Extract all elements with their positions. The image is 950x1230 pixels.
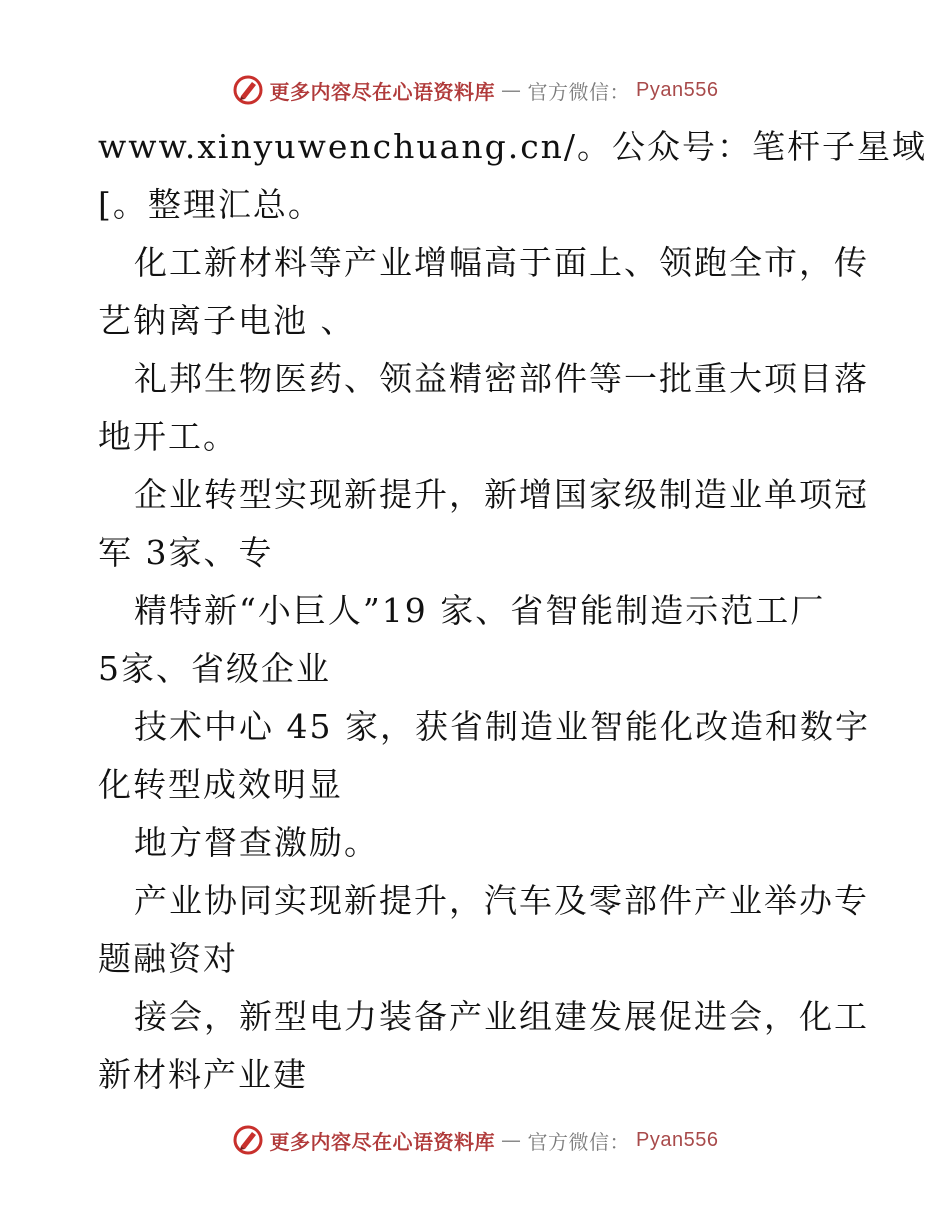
body-line: 化工新材料等产业增幅高于面上、领跑全市，传	[134, 243, 869, 282]
body-line: 精特新“小巨人”19 家、省智能制造示范工厂	[134, 591, 826, 630]
header-banner-handle: Pyan556	[636, 78, 719, 101]
body-line: 企业转型实现新提升，新增国家级制造业单项冠	[134, 475, 869, 514]
footer-banner-main-text: 更多内容尽在心语资料库	[269, 1129, 496, 1154]
document-body	[98, 118, 928, 1104]
footer-banner-content	[232, 1124, 719, 1156]
footer-banner-separator: —	[501, 1128, 522, 1152]
header-banner-separator: —	[501, 78, 522, 102]
body-line: 新材料产业建	[98, 1055, 308, 1094]
footer-banner	[0, 1120, 950, 1160]
body-line: 礼邦生物医药、领益精密部件等一批重大项目落	[134, 359, 869, 398]
footer-banner-handle: Pyan556	[636, 1128, 719, 1151]
body-line: 军 3家、专	[98, 533, 274, 572]
brand-logo-icon	[232, 74, 264, 106]
body-line: [。整理汇总。	[98, 185, 323, 224]
body-line: 地方督查激励。	[134, 823, 379, 862]
body-line: 5家、省级企业	[98, 649, 331, 688]
header-banner	[0, 70, 950, 110]
body-line: 地开工。	[98, 417, 238, 456]
body-line: 艺钠离子电池 、	[98, 301, 356, 340]
brand-logo-icon	[232, 1124, 264, 1156]
body-line: 产业协同实现新提升，汽车及零部件产业举办专	[134, 881, 869, 920]
footer-banner-sub-text: 官方微信：	[527, 1129, 631, 1154]
header-banner-sub-text: 官方微信：	[527, 79, 631, 104]
body-line: 技术中心 45 家，获省制造业智能化改造和数字	[134, 707, 870, 746]
header-banner-content	[232, 74, 719, 106]
header-banner-main-text: 更多内容尽在心语资料库	[269, 79, 496, 104]
body-line: 题融资对	[98, 939, 238, 978]
body-line: 接会，新型电力装备产业组建发展促进会，化工	[134, 997, 869, 1036]
body-line: 化转型成效明显	[98, 765, 343, 804]
body-line: www.xinyuwenchuang.cn/。公众号：笔杆子星域	[98, 127, 928, 166]
